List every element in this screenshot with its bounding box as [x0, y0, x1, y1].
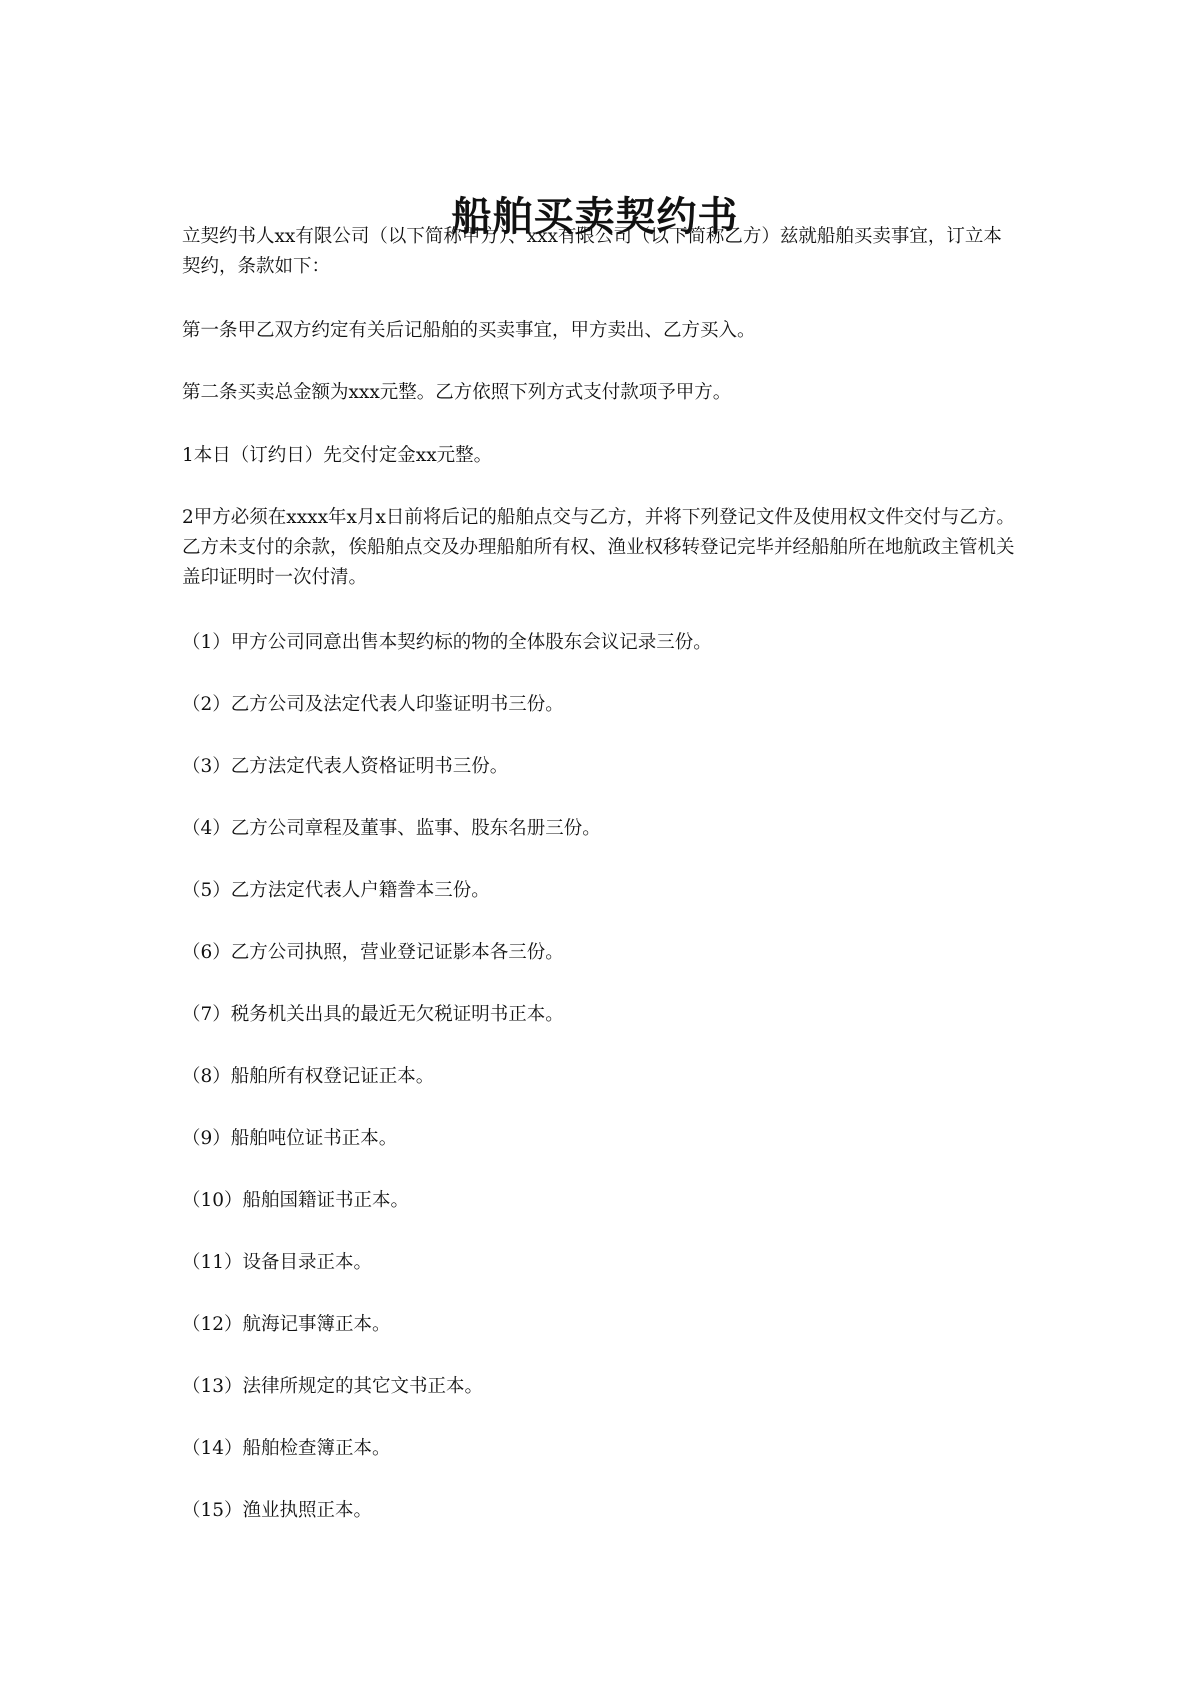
- paragraph: （3）乙方法定代表人资格证明书三份。: [182, 756, 509, 777]
- paragraph: 2甲方必须在xxxx年x月x日前将后记的船舶点交与乙方，并将下列登记文件及使用权文件交付与乙方。乙方未支付的余款，俟船舶点交及办理船舶所有权、渔业权移转登记完毕并经船舶所在地航政主管机关盖印证明时一次付清。: [182, 507, 1015, 588]
- paragraph: （11）设备目录正本。: [182, 1252, 373, 1273]
- paragraph: （13）法律所规定的其它文书正本。: [182, 1376, 484, 1397]
- paragraph: （6）乙方公司执照，营业登记证影本各三份。: [182, 942, 564, 963]
- paragraph: （9）船舶吨位证书正本。: [182, 1128, 398, 1149]
- paragraph: （1）甲方公司同意出售本契约标的物的全体股东会议记录三份。: [182, 632, 712, 653]
- paragraph: 1本日（订约日）先交付定金xx元整。: [182, 445, 493, 466]
- paragraph: （8）船舶所有权登记证正本。: [182, 1066, 435, 1087]
- paragraph: 立契约书人xx有限公司（以下简称甲方）、xxx有限公司（以下简称乙方）兹就船舶买卖事宜，订立本契约，条款如下：: [182, 226, 1002, 277]
- paragraph: （5）乙方法定代表人户籍誊本三份。: [182, 880, 490, 901]
- document-title: 船舶买卖契约书: [451, 193, 739, 240]
- paragraph: 第二条买卖总金额为xxx元整。乙方依照下列方式支付款项予甲方。: [182, 382, 732, 403]
- paragraph: （7）税务机关出具的最近无欠税证明书正本。: [182, 1004, 564, 1025]
- paragraph: （2）乙方公司及法定代表人印鉴证明书三份。: [182, 694, 564, 715]
- paragraph: （12）航海记事簿正本。: [182, 1314, 391, 1335]
- paragraph: 第一条甲乙双方约定有关后记船舶的买卖事宜，甲方卖出、乙方买入。: [182, 320, 756, 341]
- paragraph: （10）船舶国籍证书正本。: [182, 1190, 410, 1211]
- paragraph: （15）渔业执照正本。: [182, 1500, 373, 1521]
- paragraph: （14）船舶检查簿正本。: [182, 1438, 391, 1459]
- paragraph: （4）乙方公司章程及董事、监事、股东名册三份。: [182, 818, 601, 839]
